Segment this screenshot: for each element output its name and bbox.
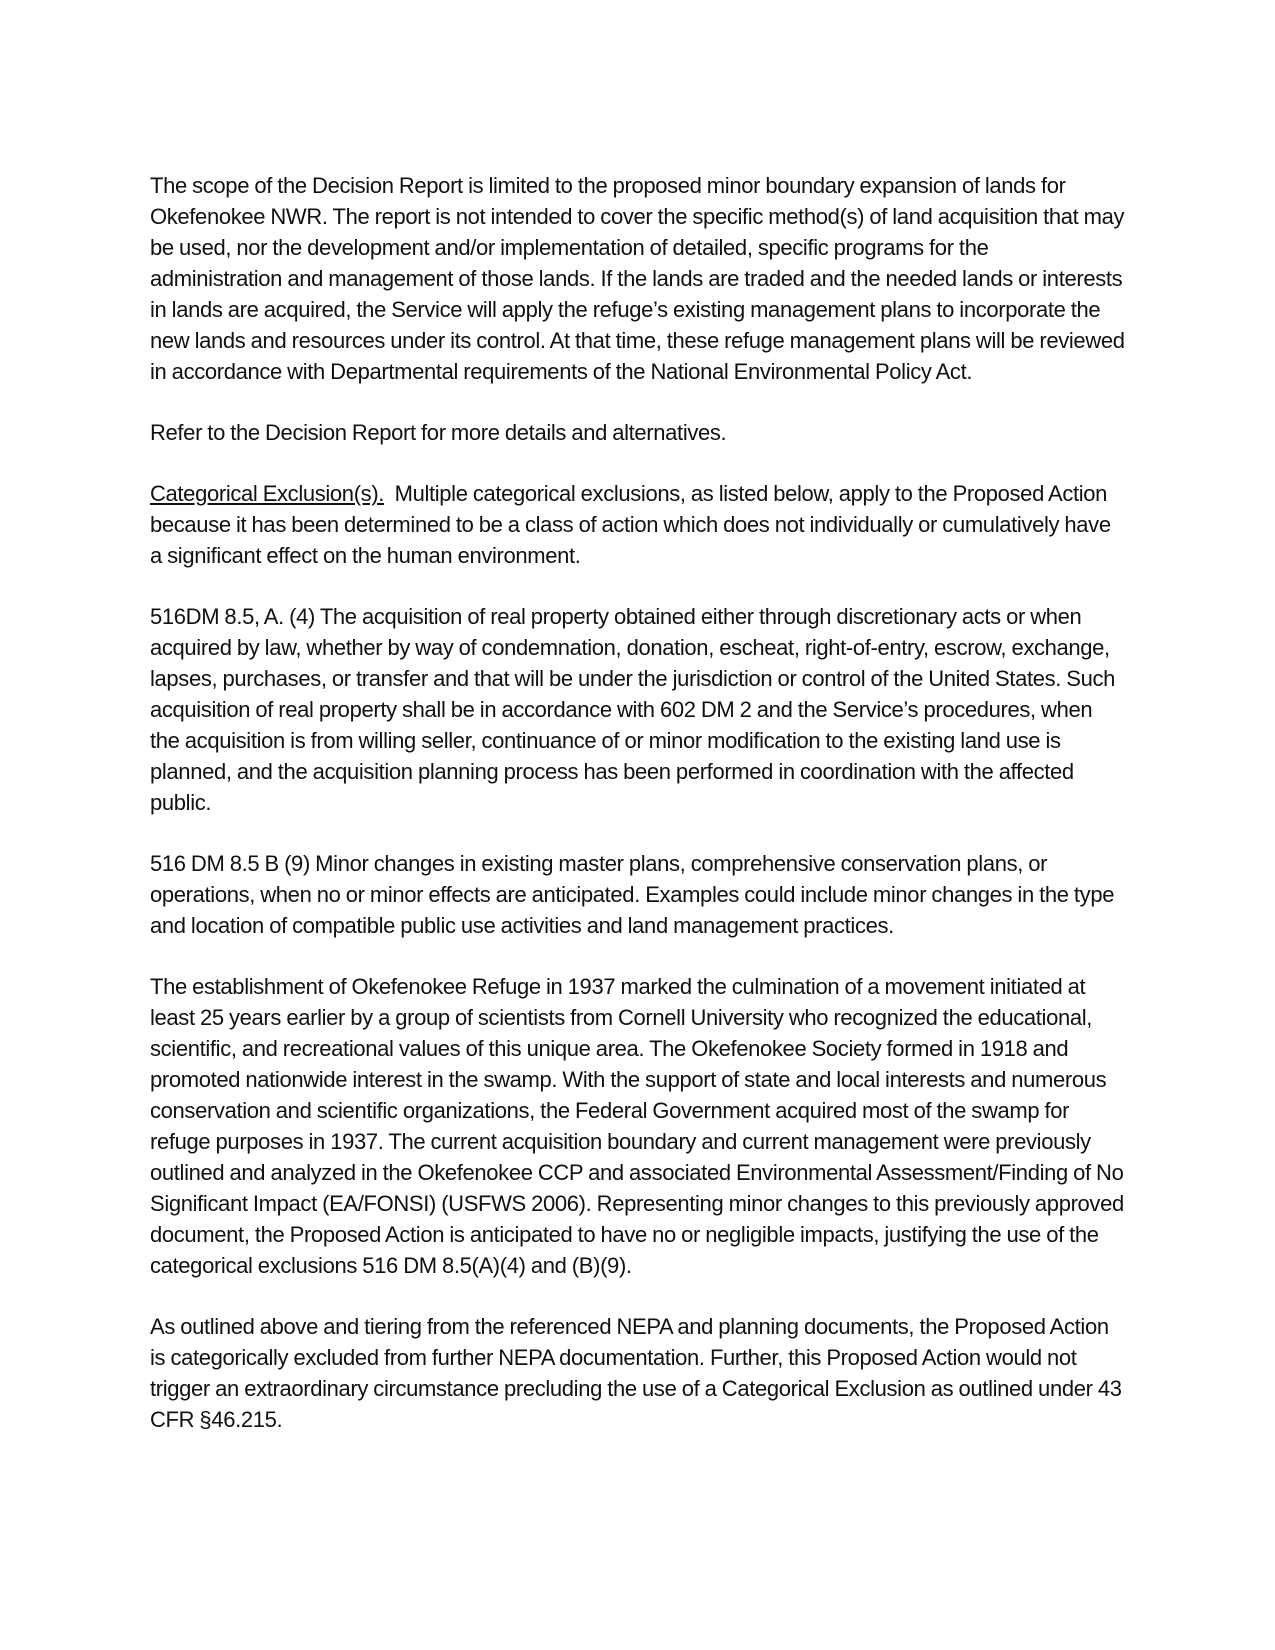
- categorical-exclusion-text: Multiple categorical exclusions, as listed below, apply to the Proposed Action because it has been determined to be a class of action which does not individually or cumulatively have a significant effect on the human environment.: [150, 481, 1116, 568]
- scope-paragraph: The scope of the Decision Report is limited to the proposed minor boundary expansion of lands for Okefenokee NWR. The report is not intended to cover the specific method(s) of land acquisition that may be used, nor the development and/or implementation of detailed, specific programs for the administration and management of those lands. If the lands are traded and the needed lands or interests in lands are acquired, the Service will apply the refuge’s existing management plans to incorporate the new lands and resources under its control. At that time, these refuge management plans will be reviewed in accordance with Departmental requirements of the National Environmental Policy Act.: [150, 173, 1125, 384]
- acquisition-exclusion-paragraph: 516DM 8.5, A. (4) The acquisition of real property obtained either through discretionary acts or when acquired by law, whether by way of condemnation, donation, escheat, right-of-entry, escrow, exchange, lapses, purchases, or transfer and that will be under the jurisdiction or control of the United States. Such acquisition of real property shall be in accordance with 602 DM 2 and the Service’s procedures, when the acquisition is from willing seller, continuance of or minor modification to the existing land use is planned, and the acquisition planning process has been performed in coordination with the affected public.: [150, 604, 1116, 815]
- refuge-history-paragraph: The establishment of Okefenokee Refuge in 1937 marked the culmination of a movement initiated at least 25 years earlier by a group of scientists from Cornell University who recognized the educational, scientific, and recreational values of this unique area. The Okefenokee Society formed in 1918 and promoted nationwide interest in the swamp. With the support of state and local interests and numerous conservation and scientific organizations, the Federal Government acquired most of the swamp for refuge purposes in 1937. The current acquisition boundary and current management were previously outlined and analyzed in the Okefenokee CCP and associated Environmental Assessment/Finding of No Significant Impact (EA/FONSI) (USFWS 2006). Representing minor changes to this previously approved document, the Proposed Action is anticipated to have no or negligible impacts, justifying the use of the categorical exclusions 516 DM 8.5(A)(4) and (B)(9).: [150, 974, 1124, 1278]
- conclusion-paragraph: As outlined above and tiering from the referenced NEPA and planning documents, the Proposed Action is categorically excluded from further NEPA documentation. Further, this Proposed Action would not trigger an extraordinary circumstance precluding the use of a Categorical Exclusion as outlined under 43 CFR §46.215.: [150, 1314, 1122, 1432]
- document-body: [150, 170, 1125, 1465]
- minor-changes-exclusion-paragraph: 516 DM 8.5 B (9) Minor changes in existing master plans, comprehensive conservation plans, or operations, when no or minor effects are anticipated. Examples could include minor changes in the type and location of compatible public use activities and land management practices.: [150, 851, 1115, 938]
- categorical-exclusion-heading: Categorical Exclusion(s).: [150, 481, 385, 506]
- refer-paragraph: Refer to the Decision Report for more details and alternatives.: [150, 420, 727, 445]
- categorical-exclusion-paragraph: [150, 478, 1125, 571]
